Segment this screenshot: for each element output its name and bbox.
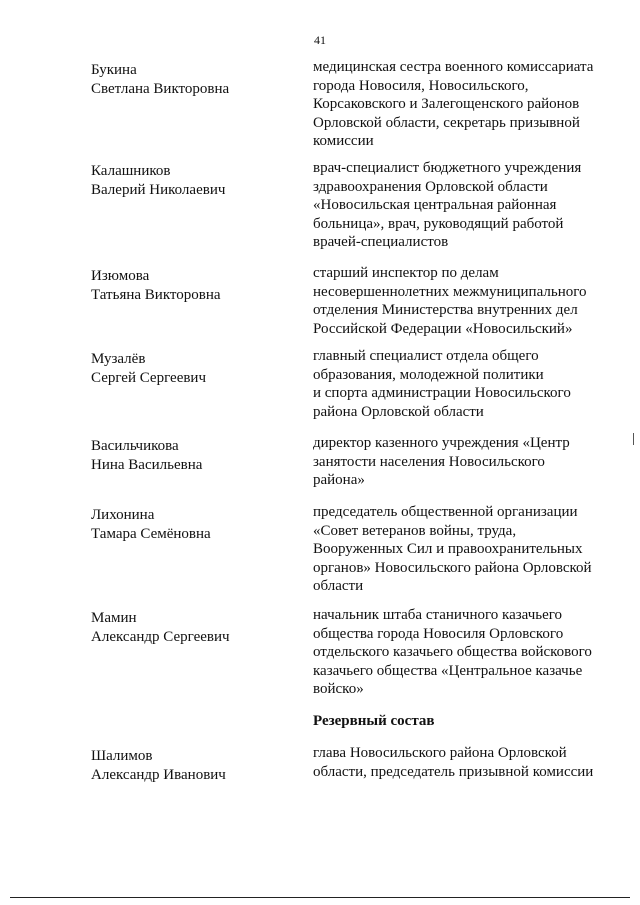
role-line: несовершеннолетних межмуниципального (313, 283, 587, 300)
member-surname: Букина (91, 62, 137, 78)
role-line: здравоохранения Орловской области (313, 178, 548, 195)
role-line: образования, молодежной политики (313, 366, 544, 383)
role-line: Орловской области, секретарь призывной (313, 114, 580, 131)
member-given-names: Светлана Викторовна (91, 81, 230, 97)
member-role (313, 347, 613, 421)
role-line: и спорта администрации Новосильского (313, 385, 571, 401)
member-given-names: Нина Васильевна (91, 457, 203, 473)
member-surname: Мамин (91, 610, 137, 626)
role-line: казачьего общества «Центральное казачье (313, 662, 583, 679)
role-line: комиссии (313, 133, 374, 149)
role-line: войско» (313, 681, 364, 697)
role-line: занятости населения Новосильского (313, 453, 545, 470)
page-number: 41 (314, 33, 326, 47)
role-line: отдельского казачьего общества войскового (313, 644, 592, 660)
member-surname: Васильчикова (91, 438, 179, 454)
member-name (91, 506, 291, 544)
member-name (91, 350, 291, 388)
reserve-heading: Резервный состав (313, 713, 435, 729)
role-line: директор казенного учреждения «Центр (313, 435, 570, 451)
role-line: органов» Новосильского района Орловской (313, 559, 592, 576)
member-role (313, 503, 613, 596)
role-line: председатель общественной организации (313, 504, 578, 520)
role-line: глава Новосильского района Орловской (313, 745, 567, 761)
member-role (313, 744, 613, 781)
role-line: начальник штаба станичного казачьего (313, 607, 563, 623)
member-role (313, 58, 613, 151)
member-name (91, 162, 291, 200)
role-line: отделения Министерства внутренних дел (313, 302, 578, 318)
member-name (91, 747, 291, 785)
member-surname: Лихонина (91, 507, 155, 523)
role-line: «Новосильская центральная районная (313, 197, 557, 213)
member-name (91, 437, 291, 475)
bottom-rule (10, 897, 630, 898)
member-surname: Музалёв (91, 351, 146, 367)
role-line: общества города Новосиля Орловского (313, 625, 564, 642)
member-name (91, 609, 291, 647)
member-surname: Изюмова (91, 268, 150, 284)
role-line: главный специалист отдела общего (313, 348, 539, 364)
scan-edge-mark (633, 433, 634, 445)
member-given-names: Тамара Семёновна (91, 526, 211, 542)
role-line: области (313, 578, 364, 594)
role-line: старший инспектор по делам (313, 265, 499, 281)
role-line: врачей-специалистов (313, 234, 449, 250)
member-given-names: Александр Сергеевич (91, 629, 230, 645)
role-line: медицинская сестра военного комиссариата (313, 59, 594, 75)
role-line: города Новосиля, Новосильского, (313, 77, 529, 94)
member-role (313, 606, 613, 699)
role-line: больница», врач, руководящий работой (313, 215, 564, 232)
role-line: района Орловской области (313, 403, 484, 420)
member-surname: Шалимов (91, 748, 153, 764)
member-given-names: Александр Иванович (91, 767, 226, 783)
role-line: области, председатель призывной комиссии (313, 763, 594, 780)
role-line: врач-специалист бюджетного учреждения (313, 160, 582, 176)
role-line: Корсаковского и Залегощенского районов (313, 96, 580, 112)
member-name (91, 61, 291, 99)
role-line: Российской Федерации «Новосильский» (313, 320, 573, 337)
member-role (313, 159, 613, 252)
member-surname: Калашников (91, 163, 171, 179)
member-given-names: Татьяна Викторовна (91, 287, 221, 303)
role-line: «Совет ветеранов войны, труда, (313, 522, 517, 539)
role-line: Вооруженных Сил и правоохранительных (313, 541, 583, 557)
member-role (313, 264, 613, 338)
member-given-names: Валерий Николаевич (91, 182, 226, 198)
member-name (91, 267, 291, 305)
member-role (313, 434, 613, 490)
role-line: района» (313, 472, 365, 488)
member-given-names: Сергей Сергеевич (91, 370, 207, 386)
